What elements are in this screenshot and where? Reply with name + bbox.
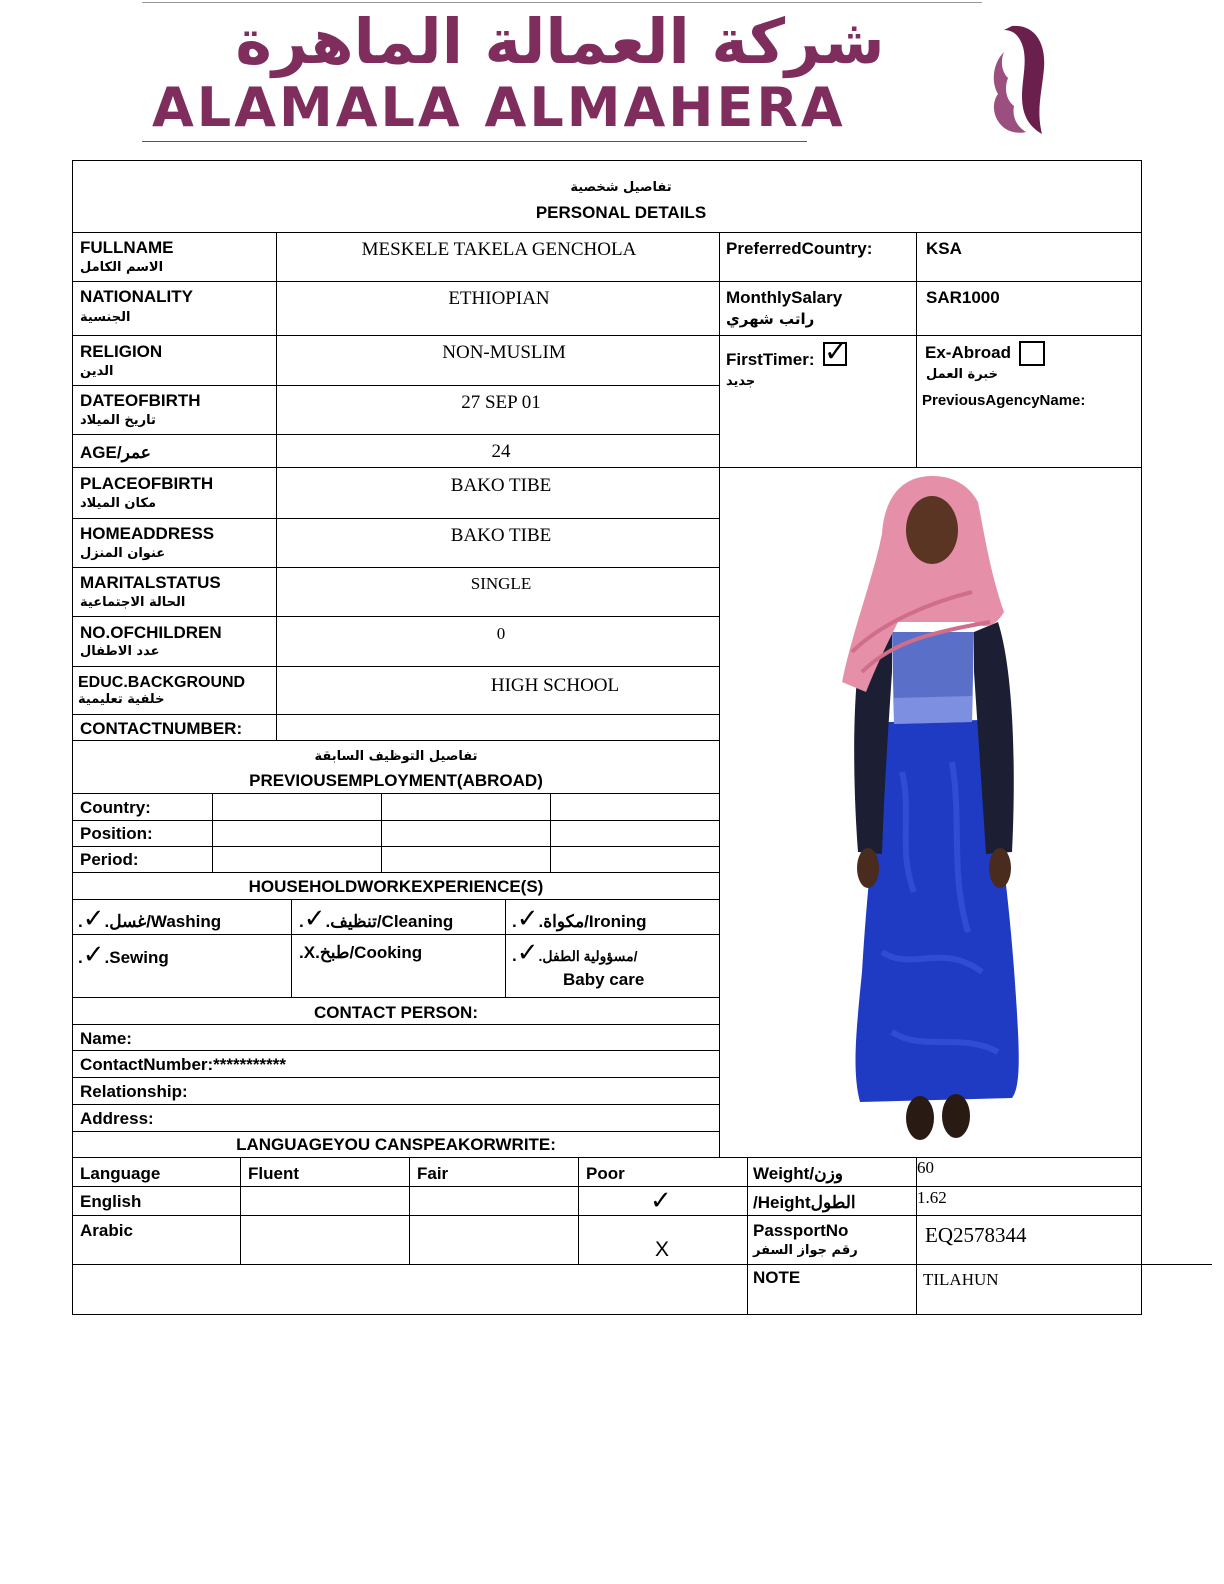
rule bbox=[72, 666, 720, 667]
educ-background-label-ar: خلفية تعليمية bbox=[78, 692, 165, 707]
age-value: 24 bbox=[491, 441, 511, 462]
rule bbox=[747, 1157, 748, 1314]
rule bbox=[72, 934, 720, 935]
ex-abroad-checkbox[interactable] bbox=[1019, 341, 1045, 366]
home-address-label-ar: عنوان المنزل bbox=[80, 546, 166, 561]
passport-value: EQ2578344 bbox=[925, 1223, 1027, 1247]
rule bbox=[291, 899, 292, 997]
ex-abroad-label-ar: خبرة العمل bbox=[926, 367, 998, 382]
home-address-label: HOMEADDRESS bbox=[80, 524, 215, 543]
rule bbox=[72, 616, 720, 617]
monthly-salary-label: MonthlySalary bbox=[726, 288, 843, 307]
pob-value: BAKO TIBE bbox=[450, 475, 552, 496]
religion-label-ar: الدين bbox=[80, 364, 114, 379]
rule bbox=[72, 740, 720, 741]
fullname-value: MESKELE TAKELA GENCHOLA bbox=[361, 239, 637, 260]
first-timer-label: FirstTimer: bbox=[726, 350, 815, 369]
rule bbox=[72, 1215, 1142, 1216]
previous-employment-title: PREVIOUSEMPLOYMENT(ABROAD) bbox=[249, 771, 543, 790]
rule bbox=[72, 872, 720, 873]
lang-header-language: Language bbox=[80, 1164, 161, 1183]
contact-number-masked: ContactNumber:*********** bbox=[80, 1055, 286, 1074]
english-poor-check-icon: ✓ bbox=[650, 1186, 672, 1216]
first-timer-check-icon: ✓ bbox=[824, 335, 848, 368]
home-address-value: BAKO TIBE bbox=[450, 525, 552, 546]
religion-value: NON-MUSLIM bbox=[442, 342, 566, 363]
applicant-photo bbox=[822, 472, 1042, 1148]
height-value: 1.62 bbox=[917, 1188, 947, 1207]
rule bbox=[72, 518, 720, 519]
contact-person-title: CONTACT PERSON: bbox=[313, 1003, 478, 1022]
passport-label: PassportNo bbox=[753, 1221, 849, 1240]
household-experience-title: HOUSEHOLDWORKEXPERIENCE(S) bbox=[248, 877, 544, 896]
rule bbox=[72, 846, 720, 847]
rule bbox=[72, 1264, 1212, 1265]
note-value: TILAHUN bbox=[923, 1270, 999, 1289]
contact-relationship-label: Relationship: bbox=[80, 1082, 188, 1101]
preferred-country-label: PreferredCountry: bbox=[726, 239, 873, 258]
cooking-item: .X.طبخ/Cooking bbox=[299, 943, 423, 962]
dob-label-ar: تاريخ الميلاد bbox=[80, 413, 156, 428]
marital-status-label-ar: الحالة الاجتماعية bbox=[80, 595, 186, 610]
lang-arabic: Arabic bbox=[80, 1221, 133, 1240]
lang-header-fair: Fair bbox=[417, 1164, 449, 1183]
washing-item: .✓.غسل/Washing bbox=[78, 904, 222, 934]
religion-label: RELIGION bbox=[80, 342, 163, 361]
lang-english: English bbox=[80, 1192, 142, 1211]
ironing-check-icon: ✓ bbox=[516, 904, 539, 934]
cleaning-check-icon: ✓ bbox=[303, 904, 326, 934]
rule bbox=[72, 1186, 1142, 1187]
fullname-label: FULLNAME bbox=[80, 238, 174, 257]
rule bbox=[72, 1131, 720, 1132]
rule bbox=[72, 281, 1142, 282]
monthly-salary-value: SAR1000 bbox=[926, 288, 1000, 307]
rule bbox=[72, 467, 1142, 468]
rule bbox=[550, 793, 551, 872]
rule bbox=[409, 1157, 410, 1264]
woman-profile-emblem-icon bbox=[982, 22, 1048, 144]
pob-label-ar: مكان الميلاد bbox=[80, 496, 157, 511]
rule bbox=[578, 1157, 579, 1264]
marital-status-label: MARITALSTATUS bbox=[80, 573, 221, 592]
dob-label: DATEOFBIRTH bbox=[80, 391, 201, 410]
cleaning-item: .✓.تنظيف/Cleaning bbox=[299, 904, 454, 934]
baby-care-check-icon: ✓ bbox=[516, 938, 539, 968]
rule bbox=[72, 1024, 720, 1025]
children-value: 0 bbox=[496, 624, 506, 643]
prev-position-label: Position: bbox=[80, 824, 153, 843]
dob-value: 27 SEP 01 bbox=[461, 392, 541, 413]
passport-label-ar: رقم جواز السفر bbox=[753, 1243, 858, 1258]
rule bbox=[72, 1050, 720, 1051]
height-label: /Heightالطول bbox=[753, 1193, 856, 1212]
lang-header-poor: Poor bbox=[586, 1164, 625, 1183]
rule bbox=[72, 997, 720, 998]
pob-label: PLACEOFBIRTH bbox=[80, 474, 214, 493]
rule bbox=[72, 567, 720, 568]
rule bbox=[505, 899, 506, 997]
rule bbox=[72, 793, 720, 794]
educ-background-value: HIGH SCHOOL bbox=[490, 675, 620, 696]
rule bbox=[72, 385, 720, 386]
prev-country-label: Country: bbox=[80, 798, 151, 817]
baby-care-label: Baby care bbox=[563, 970, 645, 989]
personal-details-title-ar: تفاصيل شخصية bbox=[570, 180, 672, 195]
note-label: NOTE bbox=[753, 1268, 801, 1287]
languages-title: LANGUAGEYOU CANSPEAKORWRITE: bbox=[236, 1135, 556, 1154]
rule bbox=[72, 1077, 720, 1078]
contact-name-label: Name: bbox=[80, 1029, 132, 1048]
educ-background-label: EDUC.BACKGROUND bbox=[78, 674, 246, 691]
rule bbox=[212, 793, 213, 872]
lang-header-fluent: Fluent bbox=[248, 1164, 299, 1183]
age-label: AGE/عمر bbox=[80, 443, 151, 462]
rule bbox=[381, 793, 382, 872]
rule bbox=[72, 1104, 720, 1105]
company-name-latin: ALAMALA ALMAHERA bbox=[152, 76, 846, 139]
rule bbox=[72, 335, 1142, 336]
sewing-item: .✓.Sewing bbox=[78, 940, 169, 970]
weight-label: Weight/وزن bbox=[753, 1164, 843, 1183]
rule bbox=[276, 232, 277, 740]
previous-agency-label: PreviousAgencyName: bbox=[922, 392, 1086, 409]
rule bbox=[72, 714, 720, 715]
rule bbox=[72, 899, 720, 900]
nationality-label-ar: الجنسية bbox=[80, 310, 131, 325]
company-name-arabic: شركة العمالة الماهرة bbox=[235, 5, 885, 78]
washing-check-icon: ✓ bbox=[82, 904, 105, 934]
nationality-label: NATIONALITY bbox=[80, 287, 194, 306]
first-timer-label-ar: جديد bbox=[726, 374, 756, 389]
contact-number-label: CONTACTNUMBER: bbox=[80, 719, 243, 738]
personal-details-title: PERSONAL DETAILS bbox=[535, 203, 707, 222]
previous-employment-title-ar: تفاصيل التوظيف السابقة bbox=[314, 749, 478, 764]
monthly-salary-label-ar: راتب شهري bbox=[726, 310, 815, 328]
rule bbox=[916, 1157, 917, 1314]
marital-status-value: SINGLE bbox=[470, 574, 532, 593]
baby-care-item: .✓.مسؤولية الطفل/ bbox=[512, 938, 638, 968]
prev-period-label: Period: bbox=[80, 850, 139, 869]
contact-address-label: Address: bbox=[80, 1109, 154, 1128]
fullname-label-ar: الاسم الكامل bbox=[80, 260, 164, 275]
arabic-poor-x-icon: X bbox=[655, 1238, 670, 1261]
sewing-check-icon: ✓ bbox=[82, 940, 105, 970]
rule bbox=[240, 1157, 241, 1264]
cooking-x-icon: X bbox=[303, 943, 316, 962]
logo-bottom-rule bbox=[142, 141, 807, 142]
rule bbox=[72, 820, 720, 821]
nationality-value: ETHIOPIAN bbox=[448, 288, 550, 309]
weight-value: 60 bbox=[917, 1158, 934, 1177]
rule bbox=[72, 232, 1142, 233]
rule bbox=[916, 232, 917, 468]
rule bbox=[72, 434, 720, 435]
children-label: NO.OFCHILDREN bbox=[80, 623, 222, 642]
ex-abroad-label: Ex-Abroad bbox=[925, 343, 1011, 362]
rule bbox=[72, 1157, 1142, 1158]
ironing-item: .✓.مكواة/Ironing bbox=[512, 904, 647, 934]
preferred-country-value: KSA bbox=[926, 239, 962, 258]
children-label-ar: عدد الاطفال bbox=[80, 644, 160, 659]
